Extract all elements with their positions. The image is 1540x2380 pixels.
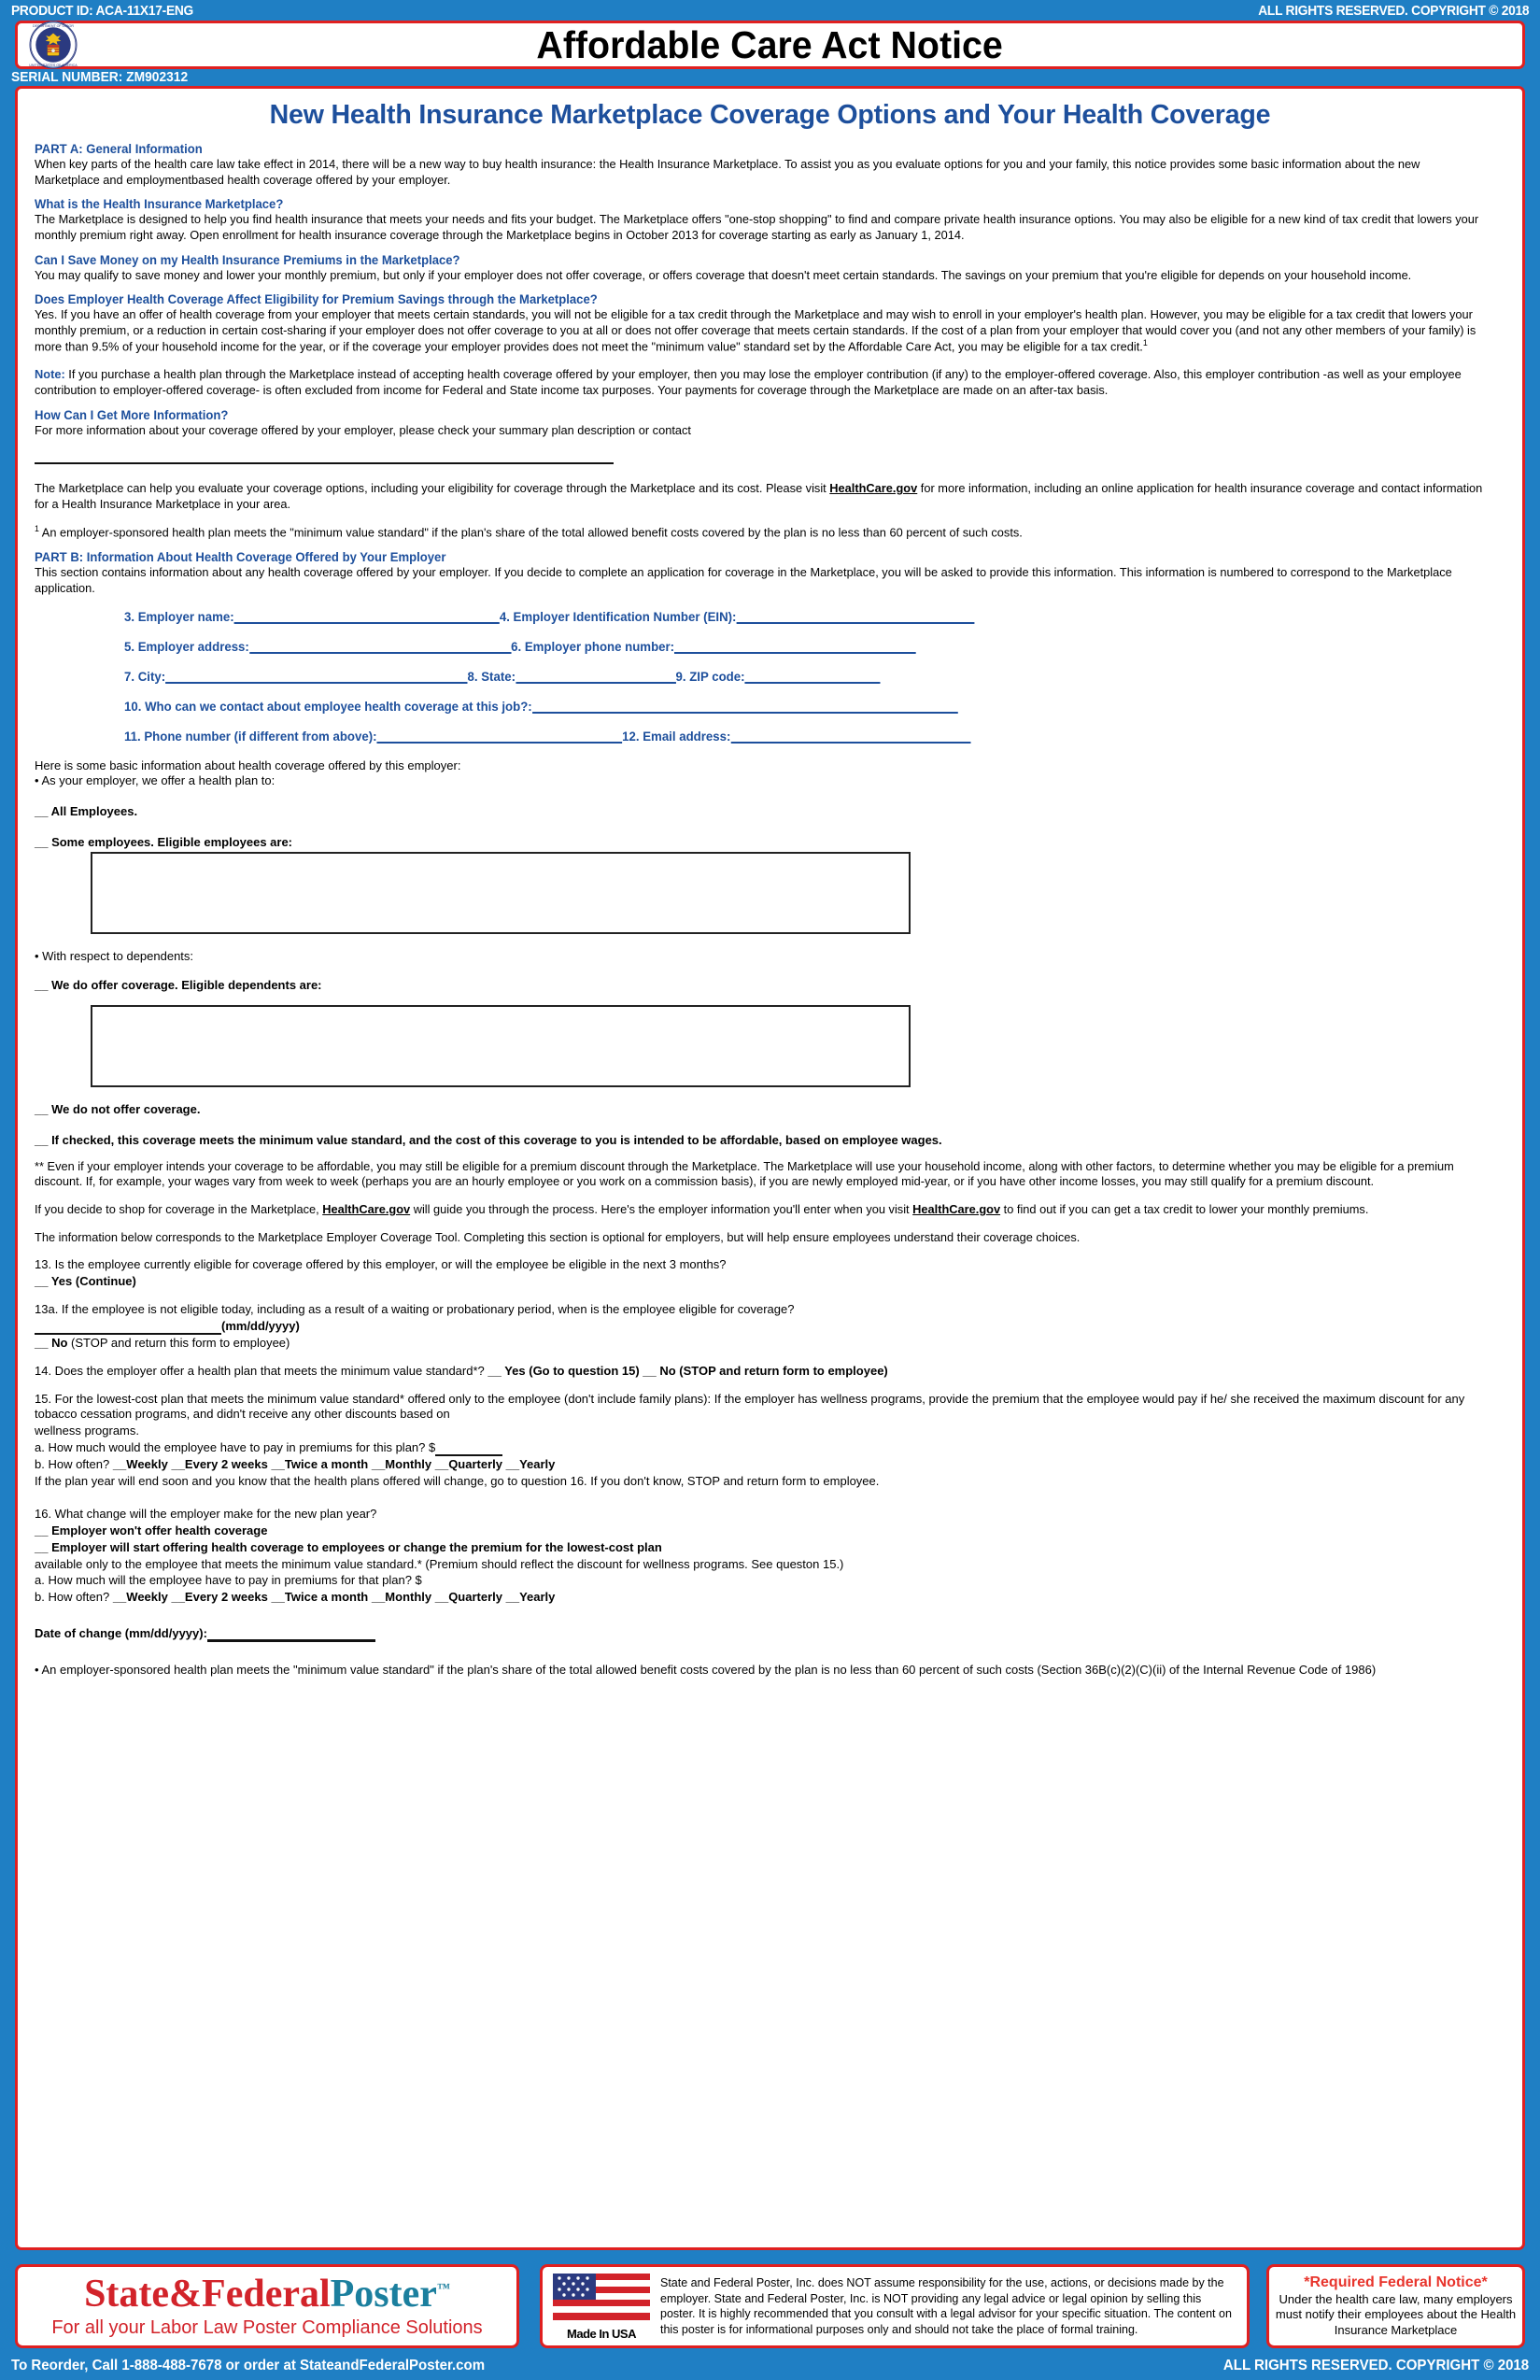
made-in-usa-caption: Made In USA: [567, 2327, 636, 2341]
q3-heading: Does Employer Health Coverage Affect Eligibility for Premium Savings through the Marketplace?: [35, 292, 598, 307]
part-a-body: When key parts of the health care law take effect in 2014, there will be a new way to buy health insurance: the Health Insurance Marketplace. To assist you as you evaluate options for you and your family, this notice provides some basic information about the new Marketplace and employmentbased health coverage offered by your employer.: [35, 157, 1420, 187]
label-state: 8. State:: [467, 669, 516, 684]
input-zip[interactable]: [745, 671, 881, 684]
bullet-employer-offer: • As your employer, we offer a health plan to:: [35, 772, 276, 787]
q3-footnote-marker: 1: [1142, 338, 1148, 348]
q2-heading: Can I Save Money on my Health Insurance Premiums in the Marketplace?: [35, 252, 460, 267]
form-row-3-4: [124, 610, 1477, 624]
label-employer-address: 5. Employer address:: [124, 639, 249, 654]
serial-number-label: SERIAL NUMBER: ZM902312: [11, 69, 189, 85]
q3-body: [35, 307, 1483, 355]
question-15b: [35, 1457, 1505, 1473]
form-row-7-8-9: [124, 670, 1477, 684]
input-city[interactable]: [165, 671, 467, 684]
copyright-bottom-label: ALL RIGHTS RESERVED. COPYRIGHT © 2018: [1222, 2358, 1529, 2373]
double-star-note: ** Even if your employer intends your coverage to be affordable, you may still be eligible for a premium discount through the Marketplace. The Marketplace will use your household income, along with other factors, to determine whether you may be eligible for a premium discount. If, for example, your wages vary from week to week (perhaps you are an hourly employee or you work on a commission basis), if you are newly employed mid-year, or if you have other income losses, you may still qualify for a premium discount.: [35, 1158, 1454, 1189]
label-zip: 9. ZIP code:: [675, 669, 745, 684]
part-b-body: This section contains information about any health coverage offered by your employer. If you decide to complete an application for coverage in the Marketplace, you will be asked to provide this information. This information is numbered to correspond to the Marketplace application.: [35, 565, 1452, 596]
marketplace-help-paragraph: [35, 481, 1483, 512]
main-heading: New Health Insurance Marketplace Coverage Options and Your Health Coverage: [269, 100, 1271, 130]
coverage-intro: Here is some basic information about health coverage offered by this employer:: [35, 758, 461, 772]
q2-body: You may qualify to save money and lower your monthly premium, but only if your employer does not offer coverage, or offers coverage that doesn't meet certain standards. The savings on your premium that you're eligible for depends on your household income.: [35, 267, 1412, 282]
healthcare-gov-link-2[interactable]: HealthCare.gov: [322, 1201, 411, 1216]
final-footnote: • An employer-sponsored health plan meets the "minimum value standard" if the plan's share of the total allowed benefit costs covered by the plan is no less than 60 percent of such costs (Section 36B(c)(2)(C)(ii) of the Internal Revenue Code of 1986): [35, 1663, 1377, 1678]
label-employer-name: 3. Employer name:: [124, 609, 234, 624]
question-14: [35, 1364, 1505, 1380]
footnote-text: An employer-sponsored health plan meets the "minimum value standard" if the plan's share of the total allowed benefit costs covered by the plan is no less than 60 percent of such costs.: [38, 525, 1023, 540]
input-contact-person[interactable]: [532, 701, 958, 714]
shop-mid: will guide you through the process. Here's the employer information you'll enter when you visit: [410, 1201, 913, 1216]
question-14-yes[interactable]: __ Yes (Go to question 15): [487, 1363, 640, 1378]
question-13a-no-label: __ No: [35, 1335, 68, 1350]
notice-body: [15, 86, 1525, 2250]
employer-coverage-tool-note: The information below corresponds to the Marketplace Employer Coverage Tool. Completing this section is optional for employers, but will help ensure employees understand their coverage choices.: [35, 1229, 1081, 1244]
footer: [0, 2253, 1540, 2380]
question-15a-label: a. How much would the employee have to pay in premiums for this plan? $: [35, 1440, 436, 1455]
form-row-10: [124, 700, 1477, 714]
question-16-option-2[interactable]: __ Employer will start offering health coverage to employees or change the premium for the lowest-cost plan: [35, 1539, 662, 1554]
logo-poster: Poster: [330, 2272, 437, 2316]
question-13a-date-row: [35, 1319, 1505, 1335]
shop-pre: If you decide to shop for coverage in the Marketplace,: [35, 1201, 323, 1216]
question-13: 13. Is the employee currently eligible for coverage offered by this employer, or will the employee be eligible in the next 3 months?: [35, 1257, 727, 1272]
label-employer-phone: 6. Employer phone number:: [511, 639, 675, 654]
required-notice-text: Under the health care law, many employers must notify their employees about the Health Insurance Marketplace: [1275, 2292, 1517, 2337]
question-15: 15. For the lowest-cost plan that meets the minimum value standard* offered only to the employee (don't include family plans): If the employer has wellness programs, provide the premium that the employee would pay if he/ she received the maximum discount for any tobacco cessation programs, and didn't receive any other discounts based on: [35, 1391, 1465, 1422]
product-id-label: PRODUCT ID: ACA-11X17-ENG: [11, 2, 194, 19]
note-paragraph: [35, 367, 1483, 398]
svg-text:UNITED STATES OF AMERICA: UNITED STATES OF AMERICA: [29, 63, 78, 67]
copyright-top-label: ALL RIGHTS RESERVED. COPYRIGHT © 2018: [1257, 2, 1529, 19]
question-16-option-2-cont: available only to the employee that meets the minimum value standard.* (Premium should reflect the discount for wellness programs. See queston 15.): [35, 1556, 844, 1571]
marketplace-help-post: for more information, including an online application for health insurance coverage and contact information for a Health Insurance Marketplace in your area.: [35, 481, 1483, 511]
part-a-heading: PART A: General Information: [35, 142, 203, 156]
label-contact-person: 10. Who can we contact about employee health coverage at this job?:: [124, 699, 532, 714]
date-of-change-label: Date of change (mm/dd/yyyy):: [35, 1626, 207, 1641]
input-employer-name[interactable]: [234, 611, 500, 624]
question-14-pre: 14. Does the employer offer a health plan that meets the minimum value standard*?: [35, 1363, 488, 1378]
logo-federal: Federal: [202, 2272, 331, 2316]
logo-state: State: [84, 2272, 170, 2316]
flag-wrapper: [550, 2272, 653, 2341]
healthcare-gov-link[interactable]: HealthCare.gov: [829, 481, 918, 496]
checkbox-some-employees[interactable]: __ Some employees. Eligible employees are:: [35, 834, 293, 849]
question-15a: [35, 1440, 1505, 1456]
question-14-no[interactable]: __ No (STOP and return form to employee): [639, 1363, 888, 1378]
contact-blank-line[interactable]: [35, 462, 614, 464]
shop-post: to find out if you can get a tax credit to lower your monthly premiums.: [1000, 1201, 1369, 1216]
question-16: 16. What change will the employer make for the new plan year?: [35, 1506, 377, 1521]
question-16a: [35, 1573, 1505, 1589]
logo-trademark: ™: [436, 2281, 450, 2296]
question-13-yes[interactable]: __ Yes (Continue): [35, 1274, 136, 1289]
question-13a: 13a. If the employee is not eligible today, including as a result of a waiting or probationary period, when is the employee eligible for coverage?: [35, 1301, 795, 1316]
brand-logo-text: [84, 2274, 450, 2314]
label-13a-date-format: (mm/dd/yyyy): [221, 1318, 300, 1333]
question-16b-options[interactable]: __Weekly __Every 2 weeks __Twice a month __Monthly __Quarterly __Yearly: [112, 1590, 556, 1605]
question-15b-options[interactable]: __Weekly __Every 2 weeks __Twice a month __Monthly __Quarterly __Yearly: [112, 1457, 556, 1472]
input-state[interactable]: [516, 671, 676, 684]
label-city: 7. City:: [124, 669, 166, 684]
label-email: 12. Email address:: [622, 729, 731, 744]
required-notice-title: *Required Federal Notice*: [1304, 2274, 1488, 2291]
page-title: Affordable Care Act Notice: [536, 22, 1004, 66]
input-email[interactable]: [730, 730, 970, 744]
form-row-5-6: [124, 640, 1477, 654]
eligible-employees-textbox[interactable]: [91, 852, 911, 934]
question-15b-pre: b. How often?: [35, 1457, 113, 1472]
checkbox-all-employees[interactable]: __ All Employees.: [35, 803, 138, 818]
brand-logo-box: [15, 2264, 519, 2348]
input-15a-premium[interactable]: [435, 1443, 502, 1456]
logo-ampersand: &: [169, 2272, 203, 2316]
healthcare-gov-link-3[interactable]: HealthCare.gov: [912, 1201, 1001, 1216]
question-16a-label: a. How much will the employee have to pay in premiums for that plan? $: [35, 1573, 422, 1588]
q1-heading: What is the Health Insurance Marketplace?: [35, 197, 284, 212]
svg-text:DEPARTMENT OF LABOR: DEPARTMENT OF LABOR: [33, 23, 74, 28]
q4-heading: How Can I Get More Information?: [35, 407, 229, 422]
note-body: If you purchase a health plan through the Marketplace instead of accepting health coverage offered by your employer, then you may lose the employer contribution (if any) to the employer-offered coverage. Also, this employer contribution -as well as your employee contribution to employer-offered coverage- is often excluded from income for Federal and State income tax purposes. Your payments for coverage through the Marketplace are made on an after-tax basis.: [35, 367, 1462, 397]
question-13a-no-rest: (STOP and return this form to employee): [67, 1335, 290, 1350]
q4-body: For more information about your coverage offered by your employer, please check your summary plan description or contact: [35, 422, 691, 437]
input-date-of-change[interactable]: [207, 1629, 375, 1642]
required-federal-notice-box: [1266, 2264, 1525, 2348]
footer-bottom-bar: [0, 2352, 1540, 2380]
question-16b-pre: b. How often?: [35, 1590, 113, 1605]
eligible-dependents-textbox[interactable]: [91, 1005, 911, 1087]
disclaimer-text: State and Federal Poster, Inc. does NOT assume responsibility for the use, actions, or decisions made by the employer. State and Federal Poster, Inc. is NOT providing any legal advice or legal opinion by selling this poster. It is highly recommended that you consult with a legal advisor for your specific situation. The content on this poster is for informational purposes only and should not take the place of formal training.: [660, 2276, 1232, 2336]
label-alt-phone: 11. Phone number (if different from above):: [124, 729, 377, 744]
question-16b: [35, 1590, 1505, 1606]
brand-tagline: For all your Labor Law Poster Compliance Solutions: [51, 2316, 483, 2338]
q1-body: The Marketplace is designed to help you find health insurance that meets your needs and fits your budget. The Marketplace offers "one-stop shopping" to find and compare private health insurance options. You may also be eligible for a new kind of tax credit that lowers your monthly premium right away. Open enrollment for health insurance coverage through the Marketplace begins in October 2013 for coverage starting as early as January 1, 2014.: [35, 212, 1479, 242]
footnote-marker: 1: [35, 524, 39, 534]
checkbox-do-not-offer[interactable]: __ We do not offer coverage.: [35, 1101, 201, 1116]
usa-flag-icon: [553, 2272, 650, 2324]
input-employer-ein[interactable]: [736, 611, 974, 624]
question-13a-no[interactable]: [35, 1336, 1505, 1352]
footnote-1: [35, 524, 1483, 541]
top-info-bar: [0, 0, 1540, 21]
shop-paragraph: [35, 1202, 1483, 1218]
dol-seal-icon: [29, 21, 78, 69]
checkbox-do-offer-dependents[interactable]: __ We do offer coverage. Eligible dependents are:: [35, 977, 322, 992]
note-label: Note:: [35, 367, 65, 382]
reorder-label[interactable]: To Reorder, Call 1-888-488-7678 or order at StateandFederalPoster.com: [11, 2358, 486, 2373]
bullet-dependents: • With respect to dependents:: [35, 948, 194, 963]
form-row-11-12: [124, 730, 1477, 744]
input-employer-address[interactable]: [249, 641, 511, 654]
checkbox-if-checked-min-value[interactable]: __ If checked, this coverage meets the minimum value standard, and the cost of this coverage to you is intended to be affordable, based on employee wages.: [35, 1132, 942, 1147]
marketplace-help-pre: The Marketplace can help you evaluate your coverage options, including your eligibility for coverage through the Marketplace and its cost. Please visit: [35, 481, 830, 496]
input-alt-phone[interactable]: [377, 730, 623, 744]
date-of-change-row: [35, 1626, 1505, 1642]
input-employer-phone[interactable]: [674, 641, 916, 654]
part-b-heading: PART B: Information About Health Coverage Offered by Your Employer: [35, 550, 446, 565]
question-15-note: If the plan year will end soon and you know that the health plans offered will change, go to question 16. If you don't know, STOP and return form to employee.: [35, 1473, 880, 1488]
disclaimer-box: [540, 2264, 1250, 2348]
input-13a-date[interactable]: [35, 1322, 221, 1335]
employer-form-fields: [35, 610, 1505, 744]
question-15-cont: wellness programs.: [35, 1424, 139, 1438]
label-employer-ein: 4. Employer Identification Number (EIN):: [499, 609, 737, 624]
question-16-option-1[interactable]: __ Employer won't offer health coverage: [35, 1523, 268, 1537]
q3-body-text: Yes. If you have an offer of health coverage from your employer that meets certain standards, you will not be eligible for a tax credit through the Marketplace and may wish to enroll in your employer's health plan. However, you may be eligible for a tax credit that lowers your monthly premium, or a reduction in certain cost-sharing if your employer does not offer coverage to you at all or does not offer coverage that meets certain standards. If the cost of a plan from your employer that would cover you (and not any other members of your family) is more than 9.5% of your household income for the year, or if the coverage your employer provides does not meet the "minimum value" standard set by the Affordable Care Act, you may be eligible for a tax credit.: [35, 307, 1476, 354]
poster-title-box: [15, 21, 1525, 69]
